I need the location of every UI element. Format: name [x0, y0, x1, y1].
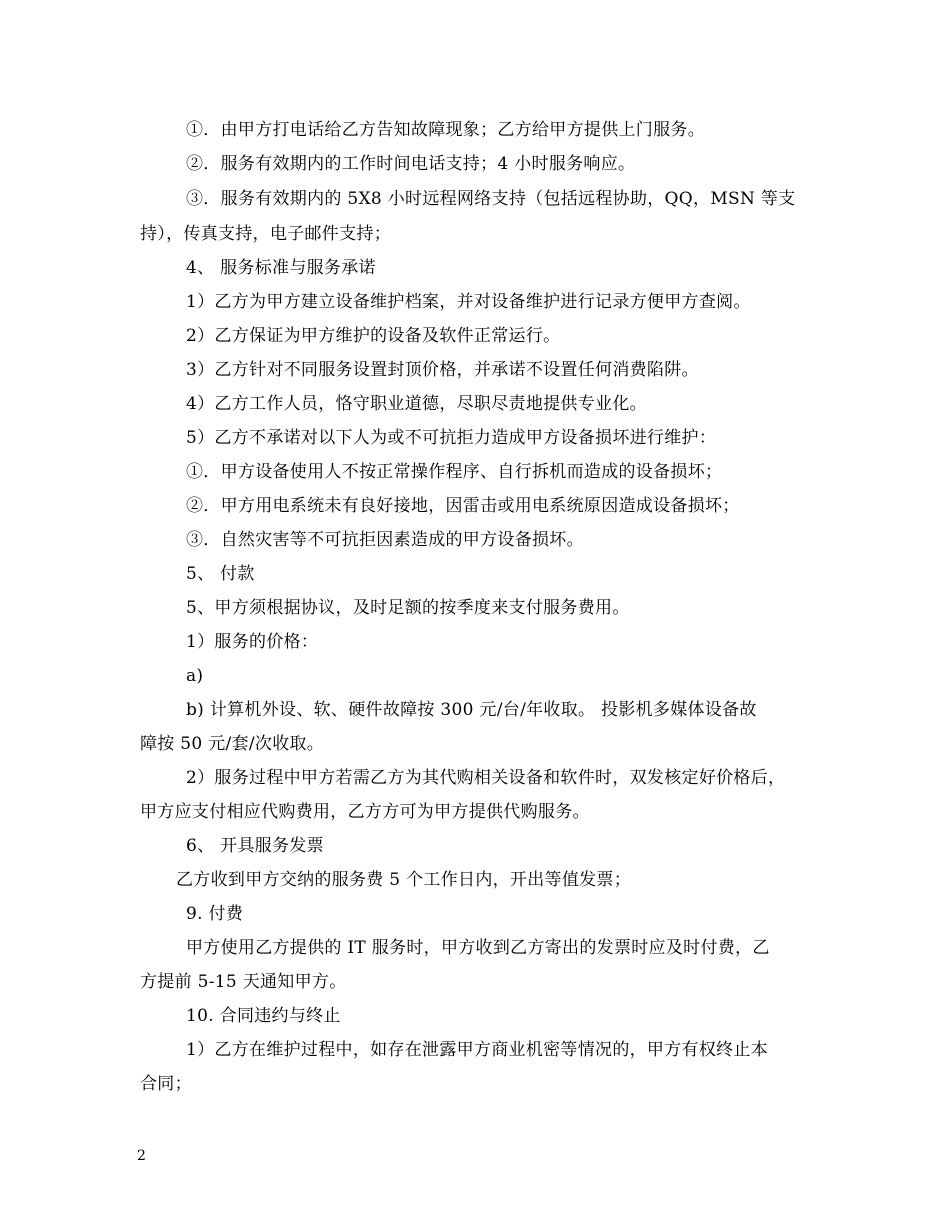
- text-line: 4）乙方工作人员，恪守职业道德，尽职尽责地提供专业化。: [186, 394, 647, 414]
- text-line: ②．服务有效期内的工作时间电话支持；4 小时服务响应。: [186, 154, 636, 174]
- text-line: b) 计算机外设、软、硬件故障按 300 元/台/年收取。 投影机多媒体设备故: [186, 700, 757, 720]
- text-line: 方提前 5-15 天通知甲方。: [140, 972, 347, 992]
- text-line: 乙方收到甲方交纳的服务费 5 个工作日内，开出等值发票；: [176, 870, 632, 890]
- page-number: 2: [137, 1148, 146, 1164]
- text-line: 合同；: [140, 1074, 192, 1094]
- text-line: 1）服务的价格：: [186, 632, 319, 652]
- section-heading: 10. 合同违约与终止: [186, 1006, 341, 1026]
- text-line: ②．甲方用电系统未有良好接地，因雷击或用电系统原因造成设备损坏；: [186, 496, 740, 516]
- text-line: 2）服务过程中甲方若需乙方为其代购相关设备和软件时，双发核定好价格后，: [186, 768, 786, 788]
- text-line: 1）乙方在维护过程中，如存在泄露甲方商业机密等情况的，甲方有权终止本: [186, 1040, 769, 1060]
- section-heading: 4、 服务标准与服务承诺: [186, 258, 376, 278]
- text-line: a): [186, 666, 204, 686]
- text-line: ③．自然灾害等不可抗拒因素造成的甲方设备损坏。: [186, 530, 584, 550]
- text-line: 甲方使用乙方提供的 IT 服务时，甲方收到乙方寄出的发票时应及时付费，乙: [186, 938, 770, 958]
- text-line: 5）乙方不承诺对以下人为或不可抗拒力造成甲方设备损坏进行维护：: [186, 428, 717, 448]
- section-heading: 9. 付费: [186, 904, 244, 924]
- text-line: 5、甲方须根据协议，及时足额的按季度来支付服务费用。: [186, 598, 630, 618]
- text-line: 甲方应支付相应代购费用，乙方方可为甲方提供代购服务。: [140, 802, 590, 822]
- text-line: 3）乙方针对不同服务设置封顶价格，并承诺不设置任何消费陷阱。: [186, 360, 699, 380]
- section-heading: 5、 付款: [186, 564, 255, 584]
- text-line: ③．服务有效期内的 5X8 小时远程网络支持（包括远程协助，QQ，MSN 等支: [186, 189, 796, 209]
- text-line: 障按 50 元/套/次收取。: [140, 734, 325, 754]
- text-line: 2）乙方保证为甲方维护的设备及软件正常运行。: [186, 326, 561, 346]
- text-line: 1）乙方为甲方建立设备维护档案，并对设备维护进行记录方便甲方查阅。: [186, 292, 751, 312]
- text-line: ①．由甲方打电话给乙方告知故障现象；乙方给甲方提供上门服务。: [186, 120, 705, 140]
- text-line: ①．甲方设备使用人不按正常操作程序、自行拆机而造成的设备损坏；: [186, 462, 723, 482]
- section-heading: 6、 开具服务发票: [186, 836, 324, 856]
- text-line: 持），传真支持，电子邮件支持；: [140, 224, 391, 244]
